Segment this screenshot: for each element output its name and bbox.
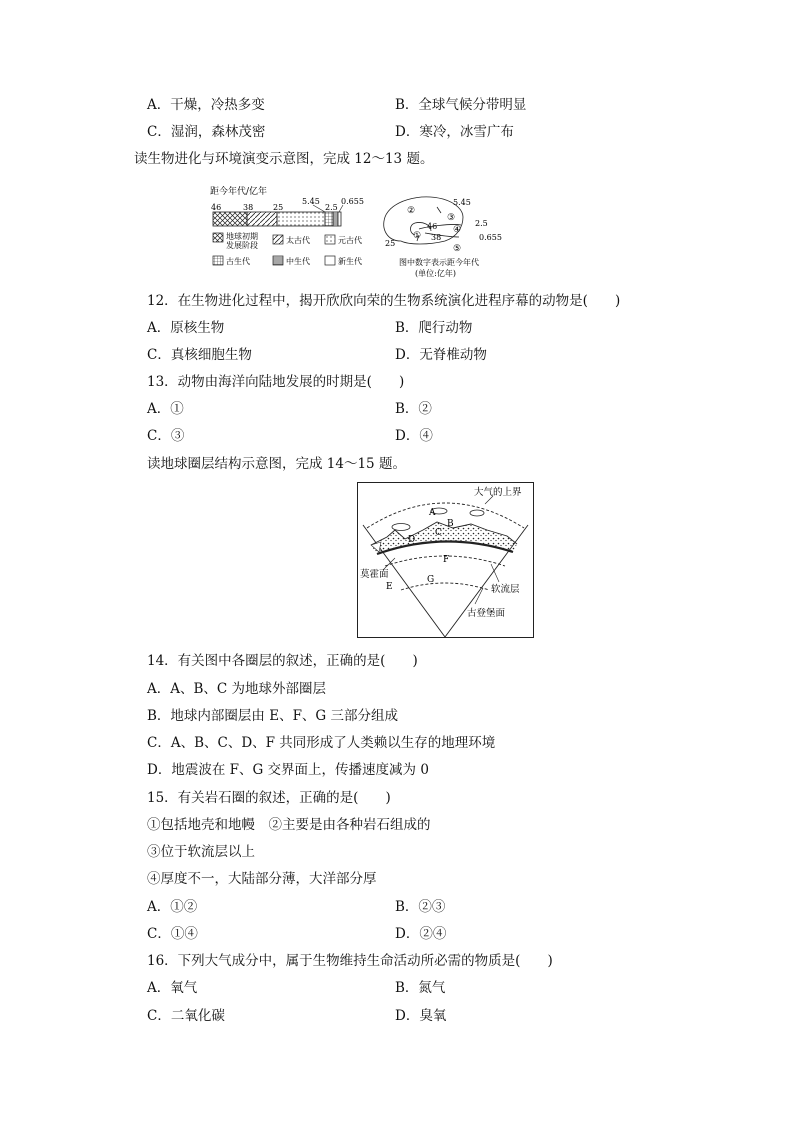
label-f: F <box>443 555 450 565</box>
spiral-label: ④ <box>453 225 462 235</box>
q15-option-a: A．①② <box>147 899 198 915</box>
legend-label: 地球初期 <box>226 232 258 241</box>
q13-option-c: C．③ <box>147 428 185 444</box>
q13-option-b: B．② <box>395 401 432 417</box>
spiral-label: ② <box>407 206 416 216</box>
q12-option-a: A．原核生物 <box>147 320 225 336</box>
q15-option-b: B．②③ <box>395 899 446 915</box>
fig1-tick: 2.5 <box>325 203 338 212</box>
q16-option-d: D．臭氧 <box>395 1008 447 1024</box>
q16-option-c: C．二氧化碳 <box>147 1008 225 1024</box>
legend-label: 新生代 <box>338 257 362 266</box>
label-upper-atmosphere: 大气的上界 <box>474 487 522 498</box>
q15-stem: 15．有关岩石圈的叙述，正确的是( ) <box>147 790 391 806</box>
q13-stem: 13．动物由海洋向陆地发展的时期是( ) <box>147 374 405 390</box>
spiral-label: 5.45 <box>453 198 471 207</box>
fig1-axis-title: 距今年代/亿年 <box>210 187 268 197</box>
q15-option-d: D．②④ <box>395 926 447 942</box>
label-moho: 莫霍面 <box>360 569 389 580</box>
fig1-tick: 25 <box>273 203 284 212</box>
spiral-label: 38 <box>431 233 442 242</box>
fig1-tick: 0.655 <box>341 197 364 206</box>
q16-option-b: B．氮气 <box>395 980 446 996</box>
legend-label: 古生代 <box>226 257 250 266</box>
label-asthenosphere: 软流层 <box>491 584 520 595</box>
label-g: G <box>427 575 435 585</box>
legend-label: 中生代 <box>286 257 310 266</box>
legend-label: 发展阶段 <box>226 241 258 250</box>
spiral-label: ① <box>413 231 422 241</box>
intro-12-13: 读生物进化与环境演变示意图，完成 12～13 题。 <box>134 151 434 167</box>
label-e: E <box>386 582 393 592</box>
q15-statement-4: ④厚度不一，大陆部分薄，大洋部分厚 <box>147 871 377 887</box>
label-gutenberg: 古登堡面 <box>467 608 506 619</box>
legend-label: 太古代 <box>286 236 310 245</box>
fig1-caption-unit: (单位:亿年) <box>415 269 456 278</box>
q14-option-c: C．A、B、C、D、F 共同形成了人类赖以生存的地理环境 <box>147 735 496 751</box>
spiral-label: ③ <box>447 213 456 223</box>
earth-layers-figure <box>357 482 534 638</box>
q14-option-a: A．A、B、C 为地球外部圈层 <box>147 681 327 697</box>
q13-option-d: D．④ <box>395 428 433 444</box>
q11-option-c: C．湿润，森林茂密 <box>147 124 266 140</box>
spiral-label: 0.655 <box>479 233 502 242</box>
q16-stem: 16．下列大气成分中，属于生物维持生命活动所必需的物质是( ) <box>147 953 553 969</box>
q12-option-d: D．无脊椎动物 <box>395 347 487 363</box>
label-a: A <box>429 508 436 518</box>
label-b: B <box>447 519 454 529</box>
q14-option-d: D．地震波在 F、G 交界面上，传播速度减为 0 <box>147 762 429 778</box>
fig1-tick: 46 <box>211 203 222 212</box>
spiral-label: 25 <box>385 239 396 248</box>
q12-option-b: B．爬行动物 <box>395 320 473 336</box>
q11-option-d: D．寒冷，冰雪广布 <box>395 124 514 140</box>
q15-statement-1-2: ①包括地壳和地幔 ②主要是由各种岩石组成的 <box>147 817 431 833</box>
fig1-tick: 38 <box>243 203 254 212</box>
q14-option-b: B．地球内部圈层由 E、F、G 三部分组成 <box>147 708 399 724</box>
q11-option-a: A．干燥，冷热多变 <box>147 97 265 113</box>
q13-option-a: A．① <box>147 401 184 417</box>
q11-option-b: B．全球气候分带明显 <box>395 97 527 113</box>
fig1-tick: 5.45 <box>302 197 320 206</box>
q15-option-c: C．①④ <box>147 926 198 942</box>
q15-statement-3: ③位于软流层以上 <box>147 844 255 860</box>
legend-label: 元古代 <box>338 236 362 245</box>
q12-stem: 12．在生物进化过程中，揭开欣欣向荣的生物系统演化进程序幕的动物是( ) <box>147 293 621 309</box>
evolution-figure <box>205 183 505 278</box>
spiral-label: 2.5 <box>475 219 488 228</box>
q12-option-c: C．真核细胞生物 <box>147 347 252 363</box>
label-d: D <box>408 535 416 545</box>
intro-14-15: 读地球圈层结构示意图，完成 14～15 题。 <box>147 456 406 472</box>
q14-stem: 14．有关图中各圈层的叙述，正确的是( ) <box>147 653 418 669</box>
fig1-caption: 图中数字表示距今年代 <box>399 258 479 267</box>
label-c: C <box>435 528 442 538</box>
q16-option-a: A．氧气 <box>147 980 198 996</box>
spiral-label: ⑤ <box>453 244 462 254</box>
spiral-label: 46 <box>427 222 438 231</box>
